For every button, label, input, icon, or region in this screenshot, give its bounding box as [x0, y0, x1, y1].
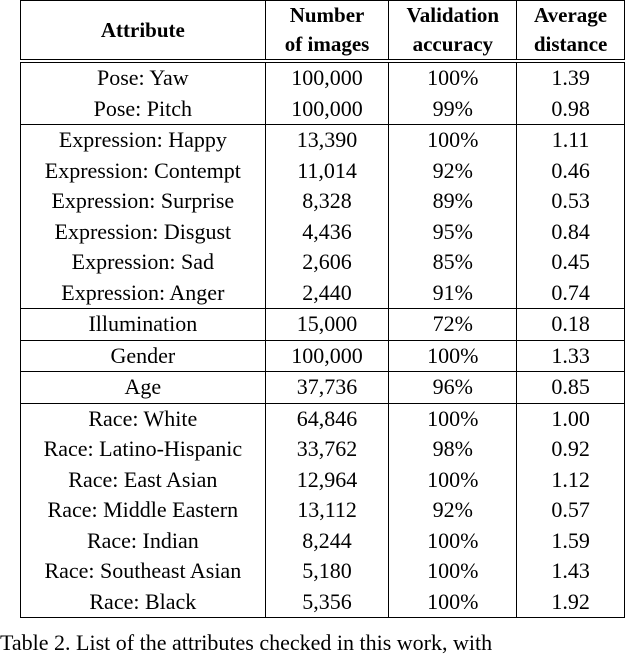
table-row [21, 403, 625, 434]
cell-images: 4,436 [265, 217, 389, 248]
table-row [21, 340, 625, 372]
table-row [21, 372, 625, 404]
table-row [21, 556, 625, 587]
table-row [21, 247, 625, 278]
cell-attribute: Race: East Asian [21, 465, 266, 496]
cell-images: 2,440 [265, 278, 389, 309]
cell-images: 5,180 [265, 556, 389, 587]
cell-attribute: Race: Southeast Asian [21, 556, 266, 587]
cell-distance: 0.74 [517, 278, 625, 309]
cell-images: 11,014 [265, 156, 389, 187]
table-row [21, 434, 625, 465]
table-row [21, 526, 625, 557]
cell-accuracy: 98% [389, 434, 517, 465]
cell-attribute: Race: White [21, 403, 266, 434]
table-row [21, 217, 625, 248]
cell-accuracy: 89% [389, 186, 517, 217]
cell-attribute: Race: Black [21, 587, 266, 618]
table-row [21, 125, 625, 156]
header-accuracy-line1: Validation [389, 1, 517, 31]
cell-images: 8,328 [265, 186, 389, 217]
header-distance-line2: distance [517, 30, 625, 61]
cell-attribute: Illumination [21, 309, 266, 341]
cell-attribute: Race: Latino-Hispanic [21, 434, 266, 465]
cell-images: 100,000 [265, 340, 389, 372]
cell-attribute: Expression: Happy [21, 125, 266, 156]
table-row [21, 186, 625, 217]
cell-accuracy: 92% [389, 156, 517, 187]
table-row [21, 94, 625, 125]
cell-distance: 0.98 [517, 94, 625, 125]
cell-distance: 1.33 [517, 340, 625, 372]
cell-attribute: Age [21, 372, 266, 404]
cell-images: 37,736 [265, 372, 389, 404]
cell-images: 13,112 [265, 495, 389, 526]
cell-images: 100,000 [265, 94, 389, 125]
cell-images: 8,244 [265, 526, 389, 557]
header-distance-line1: Average [517, 1, 625, 31]
cell-distance: 1.39 [517, 61, 625, 94]
cell-images: 2,606 [265, 247, 389, 278]
cell-distance: 0.84 [517, 217, 625, 248]
cell-attribute: Expression: Surprise [21, 186, 266, 217]
cell-images: 15,000 [265, 309, 389, 341]
cell-accuracy: 91% [389, 278, 517, 309]
cell-distance: 0.92 [517, 434, 625, 465]
cell-accuracy: 96% [389, 372, 517, 404]
header-images-line1: Number [265, 1, 389, 31]
cell-attribute: Pose: Yaw [21, 61, 266, 94]
table-row [21, 587, 625, 618]
table-row [21, 156, 625, 187]
header-accuracy-line2: accuracy [389, 30, 517, 61]
cell-attribute: Race: Middle Eastern [21, 495, 266, 526]
table-caption: Table 2. List of the attributes checked in this work, with [0, 630, 493, 655]
attribute-table [20, 0, 625, 618]
cell-accuracy: 72% [389, 309, 517, 341]
cell-accuracy: 85% [389, 247, 517, 278]
cell-attribute: Expression: Sad [21, 247, 266, 278]
cell-images: 12,964 [265, 465, 389, 496]
cell-accuracy: 100% [389, 587, 517, 618]
table-row [21, 278, 625, 309]
cell-attribute: Expression: Contempt [21, 156, 266, 187]
cell-accuracy: 95% [389, 217, 517, 248]
cell-images: 33,762 [265, 434, 389, 465]
cell-images: 13,390 [265, 125, 389, 156]
cell-accuracy: 100% [389, 465, 517, 496]
cell-images: 100,000 [265, 61, 389, 94]
cell-accuracy: 100% [389, 403, 517, 434]
cell-distance: 1.00 [517, 403, 625, 434]
cell-accuracy: 100% [389, 61, 517, 94]
cell-attribute: Race: Indian [21, 526, 266, 557]
cell-accuracy: 100% [389, 526, 517, 557]
table-row [21, 61, 625, 94]
cell-distance: 0.85 [517, 372, 625, 404]
cell-images: 5,356 [265, 587, 389, 618]
cell-distance: 1.11 [517, 125, 625, 156]
cell-attribute: Expression: Disgust [21, 217, 266, 248]
cell-distance: 1.59 [517, 526, 625, 557]
header-row [21, 1, 625, 31]
cell-distance: 1.92 [517, 587, 625, 618]
cell-attribute: Pose: Pitch [21, 94, 266, 125]
cell-distance: 0.45 [517, 247, 625, 278]
cell-accuracy: 100% [389, 556, 517, 587]
cell-distance: 1.12 [517, 465, 625, 496]
cell-distance: 0.57 [517, 495, 625, 526]
table-row [21, 465, 625, 496]
cell-accuracy: 99% [389, 94, 517, 125]
cell-accuracy: 92% [389, 495, 517, 526]
cell-distance: 0.18 [517, 309, 625, 341]
cell-accuracy: 100% [389, 125, 517, 156]
cell-distance: 0.46 [517, 156, 625, 187]
cell-distance: 1.43 [517, 556, 625, 587]
cell-accuracy: 100% [389, 340, 517, 372]
header-attribute: Attribute [21, 1, 266, 62]
cell-attribute: Expression: Anger [21, 278, 266, 309]
cell-images: 64,846 [265, 403, 389, 434]
table-row [21, 495, 625, 526]
cell-attribute: Gender [21, 340, 266, 372]
table-row [21, 309, 625, 341]
header-images-line2: of images [265, 30, 389, 61]
cell-distance: 0.53 [517, 186, 625, 217]
